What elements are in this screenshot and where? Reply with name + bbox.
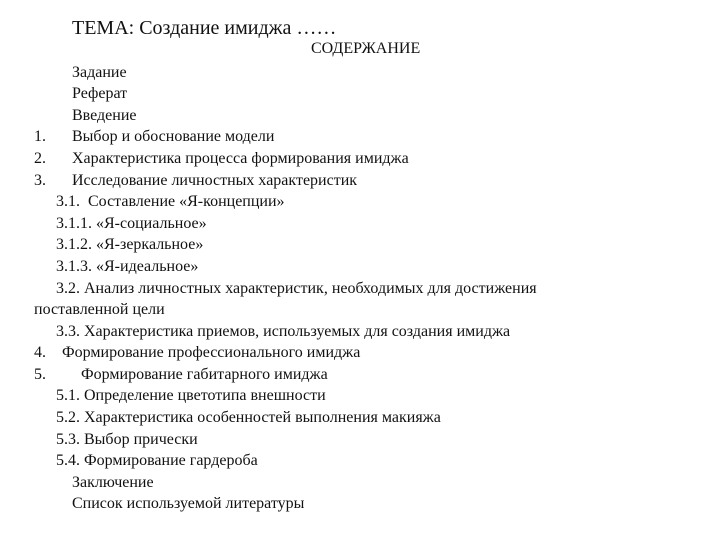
toc-item-text: Задание [72, 64, 127, 81]
toc-item-3-2-continued [34, 300, 165, 320]
toc-item-3-2 [56, 279, 537, 299]
toc-item-text: 3.1.2. «Я-зеркальное» [56, 236, 204, 253]
toc-item-vvedenie [72, 106, 137, 126]
toc-item-text: Заключение [72, 474, 154, 491]
toc-item-text: Введение [72, 107, 137, 124]
contents-heading: СОДЕРЖАНИЕ [311, 40, 421, 57]
toc-item-text: Характеристика процесса формирования имиджа [72, 150, 409, 167]
toc-item-zaklyuchenie [72, 473, 154, 493]
toc-item-text: Исследование личностных характеристик [72, 172, 358, 189]
toc-item-number: 2. [34, 150, 46, 167]
toc-item-zadanie [72, 63, 127, 83]
toc-item-5-4 [56, 451, 258, 471]
toc-item-text: Список используемой литературы [72, 495, 305, 512]
toc-item-text: 5.3. Выбор прически [56, 431, 198, 448]
toc-item-referat [72, 84, 127, 104]
toc-item-text: 3.1. Составление «Я-концепции» [56, 193, 285, 210]
toc-item-3-1 [56, 192, 285, 212]
toc-item-text: 5.1. Определение цветотипа внешности [56, 387, 326, 404]
toc-item-text: поставленной цели [34, 301, 165, 318]
toc-item-text: 3.3. Характеристика приемов, используемых для создания имиджа [56, 323, 511, 340]
toc-item-text: Выбор и обоснование модели [72, 128, 275, 145]
toc-item-3-1-1 [56, 214, 207, 234]
toc-item-text: Формирование профессионального имиджа [62, 344, 361, 361]
toc-item-text: 5.4. Формирование гардероба [56, 452, 258, 469]
toc-item-number: 3. [34, 172, 46, 189]
toc-item-text: 5.2. Характеристика особенностей выполнения макияжа [56, 409, 441, 426]
toc-item-3-1-2 [56, 235, 203, 255]
toc-item-text: Реферат [72, 85, 128, 102]
document-title: ТЕМА: Создание имиджа …… [72, 17, 337, 39]
toc-item-text: 3.1.3. «Я-идеальное» [56, 258, 199, 275]
toc-item-number: 4. [34, 344, 46, 361]
toc-item-text: 3.1.1. «Я-социальное» [56, 215, 207, 232]
toc-item-literatura [72, 494, 304, 514]
toc-item-5-2 [56, 408, 441, 428]
toc-item-text: Формирование габитарного имиджа [81, 366, 328, 383]
toc-item-3-1-3 [56, 257, 198, 277]
toc-item-number: 5. [34, 366, 46, 383]
toc-item-5-3 [56, 430, 198, 450]
toc-item-number: 1. [34, 128, 46, 145]
toc-item-5-1 [56, 386, 326, 406]
toc-item-text: 3.2. Анализ личностных характеристик, необходимых для достижения [56, 280, 537, 297]
toc-item-3-3 [56, 322, 510, 342]
